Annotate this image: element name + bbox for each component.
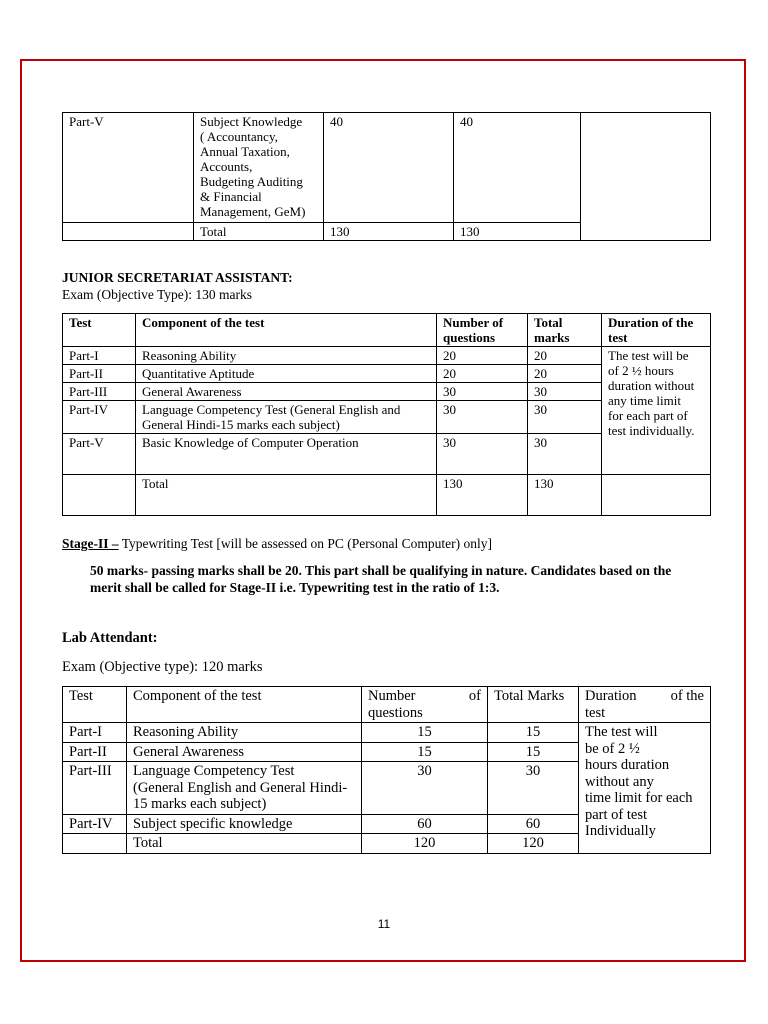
cell-component: Reasoning Ability	[127, 723, 362, 743]
component-line: Budgeting Auditing	[200, 174, 303, 189]
duration-line: of 2 ½ hours	[608, 363, 674, 378]
duration-line: test individually.	[608, 423, 695, 438]
cell-questions: 15	[362, 723, 488, 743]
stage2-note	[90, 562, 710, 596]
cell-component: Basic Knowledge of Computer Operation	[136, 434, 437, 475]
total-label: Total	[136, 475, 437, 516]
header-questions	[437, 314, 528, 347]
cell-part: Part-V	[63, 434, 136, 475]
header-marks	[528, 314, 602, 347]
stage2-label: Stage-II –	[62, 536, 119, 551]
header-component: Component of the test	[136, 314, 437, 347]
stage2-line	[62, 536, 492, 552]
note-line: merit shall be called for Stage-II i.e. Typewriting test in the ratio of 1:3.	[90, 580, 500, 595]
total-label: Total	[194, 223, 324, 241]
component-line: Management, GeM)	[200, 204, 306, 219]
duration-line: for each part of	[608, 408, 688, 423]
header-word: test	[585, 704, 606, 721]
cell-marks: 40	[454, 113, 581, 223]
total-marks: 130	[454, 223, 581, 241]
header-marks: Total Marks	[488, 687, 579, 723]
total-questions: 120	[362, 834, 488, 854]
cell-component: Subject specific knowledge	[127, 814, 362, 834]
duration-line: any time limit	[608, 393, 681, 408]
header-word: questions	[368, 704, 423, 721]
cell-questions: 15	[362, 742, 488, 762]
jsa-heading: JUNIOR SECRETARIAT ASSISTANT:	[62, 270, 293, 285]
component-line: & Financial	[200, 189, 262, 204]
note-line: 50 marks- passing marks shall be 20. This part shall be qualifying in nature. Candidates based on the	[90, 563, 672, 578]
cell-duration	[581, 113, 711, 241]
total-label: Total	[127, 834, 362, 854]
cell-questions: 30	[437, 434, 528, 475]
cell-part: Part-IV	[63, 401, 136, 434]
cell-component	[127, 762, 362, 815]
cell-marks: 30	[488, 762, 579, 815]
duration-line: time limit for each	[585, 790, 693, 806]
lab-exam: Exam (Objective type): 120 marks	[62, 659, 263, 675]
cell-marks: 30	[528, 401, 602, 434]
header-duration	[602, 314, 711, 347]
total-questions: 130	[324, 223, 454, 241]
header-line: questions	[443, 330, 496, 345]
cell-marks: 15	[488, 742, 579, 762]
header-word: Number	[368, 688, 416, 704]
cell-part: Part-II	[63, 365, 136, 383]
component-line: Language Competency Test	[133, 763, 295, 779]
header-questions	[362, 687, 488, 723]
cell-empty	[63, 475, 136, 516]
header-word: of	[468, 688, 481, 704]
duration-line: part of test	[585, 806, 648, 823]
cell-marks: 20	[528, 347, 602, 365]
cell-part: Part-V	[63, 113, 194, 223]
cell-questions: 40	[324, 113, 454, 223]
duration-line: Individually	[585, 823, 656, 839]
component-line: ( Accountancy,	[200, 129, 278, 144]
duration-line: The test will	[585, 724, 658, 740]
cell-component	[194, 113, 324, 223]
cell-marks: 15	[488, 723, 579, 743]
cell-component	[136, 401, 437, 434]
component-line: 15 marks each subject)	[133, 796, 267, 812]
jsa-table	[62, 313, 711, 516]
component-line: Language Competency Test (General English and	[142, 402, 401, 417]
header-test: Test	[63, 314, 136, 347]
cell-empty	[602, 475, 711, 516]
page-number: 11	[377, 917, 391, 931]
total-marks: 130	[528, 475, 602, 516]
header-line: Total	[534, 315, 563, 330]
component-line: Accounts,	[200, 159, 253, 174]
header-duration	[579, 687, 711, 723]
duration-line: be of 2 ½	[585, 740, 640, 757]
cell-empty	[63, 223, 194, 241]
lab-table	[62, 686, 711, 854]
cell-marks: 30	[528, 434, 602, 475]
cell-marks: 30	[528, 383, 602, 401]
duration-line: hours duration	[585, 757, 670, 773]
jsa-exam: Exam (Objective Type): 130 marks	[62, 287, 253, 302]
total-questions: 130	[437, 475, 528, 516]
cell-questions: 30	[437, 401, 528, 434]
stage2-text: Typewriting Test [will be assessed on PC (Personal Computer) only]	[118, 536, 492, 551]
lab-heading: Lab Attendant:	[62, 630, 158, 646]
part-v-table	[62, 112, 711, 241]
cell-empty	[63, 834, 127, 854]
header-word: of the	[670, 688, 704, 704]
component-line: (General English and General Hindi-	[133, 779, 348, 796]
cell-component: Reasoning Ability	[136, 347, 437, 365]
cell-component: General Awareness	[136, 383, 437, 401]
cell-part: Part-III	[63, 383, 136, 401]
cell-questions: 20	[437, 365, 528, 383]
cell-part: Part-I	[63, 347, 136, 365]
duration-line: without any	[585, 773, 654, 790]
cell-part: Part-IV	[63, 814, 127, 834]
component-line: Annual Taxation,	[200, 144, 290, 159]
cell-questions: 30	[362, 762, 488, 815]
header-line: marks	[534, 330, 570, 345]
header-component: Component of the test	[127, 687, 362, 723]
cell-part: Part-I	[63, 723, 127, 743]
duration-line: duration without	[608, 378, 695, 393]
total-marks: 120	[488, 834, 579, 854]
cell-part: Part-III	[63, 762, 127, 815]
duration-cell	[579, 723, 711, 854]
header-test: Test	[63, 687, 127, 723]
header-word: Duration	[585, 688, 637, 704]
cell-part: Part-II	[63, 742, 127, 762]
cell-marks: 60	[488, 814, 579, 834]
header-line: Duration of the	[608, 315, 694, 330]
duration-cell	[602, 347, 711, 475]
component-line: General Hindi-15 marks each subject)	[142, 417, 340, 432]
duration-line: The test will be	[608, 348, 689, 363]
cell-questions: 30	[437, 383, 528, 401]
cell-marks: 20	[528, 365, 602, 383]
component-line: Subject Knowledge	[200, 114, 303, 129]
cell-component: General Awareness	[127, 742, 362, 762]
header-line: test	[608, 330, 628, 345]
cell-component: Quantitative Aptitude	[136, 365, 437, 383]
cell-questions: 60	[362, 814, 488, 834]
cell-questions: 20	[437, 347, 528, 365]
header-line: Number of	[443, 315, 504, 330]
